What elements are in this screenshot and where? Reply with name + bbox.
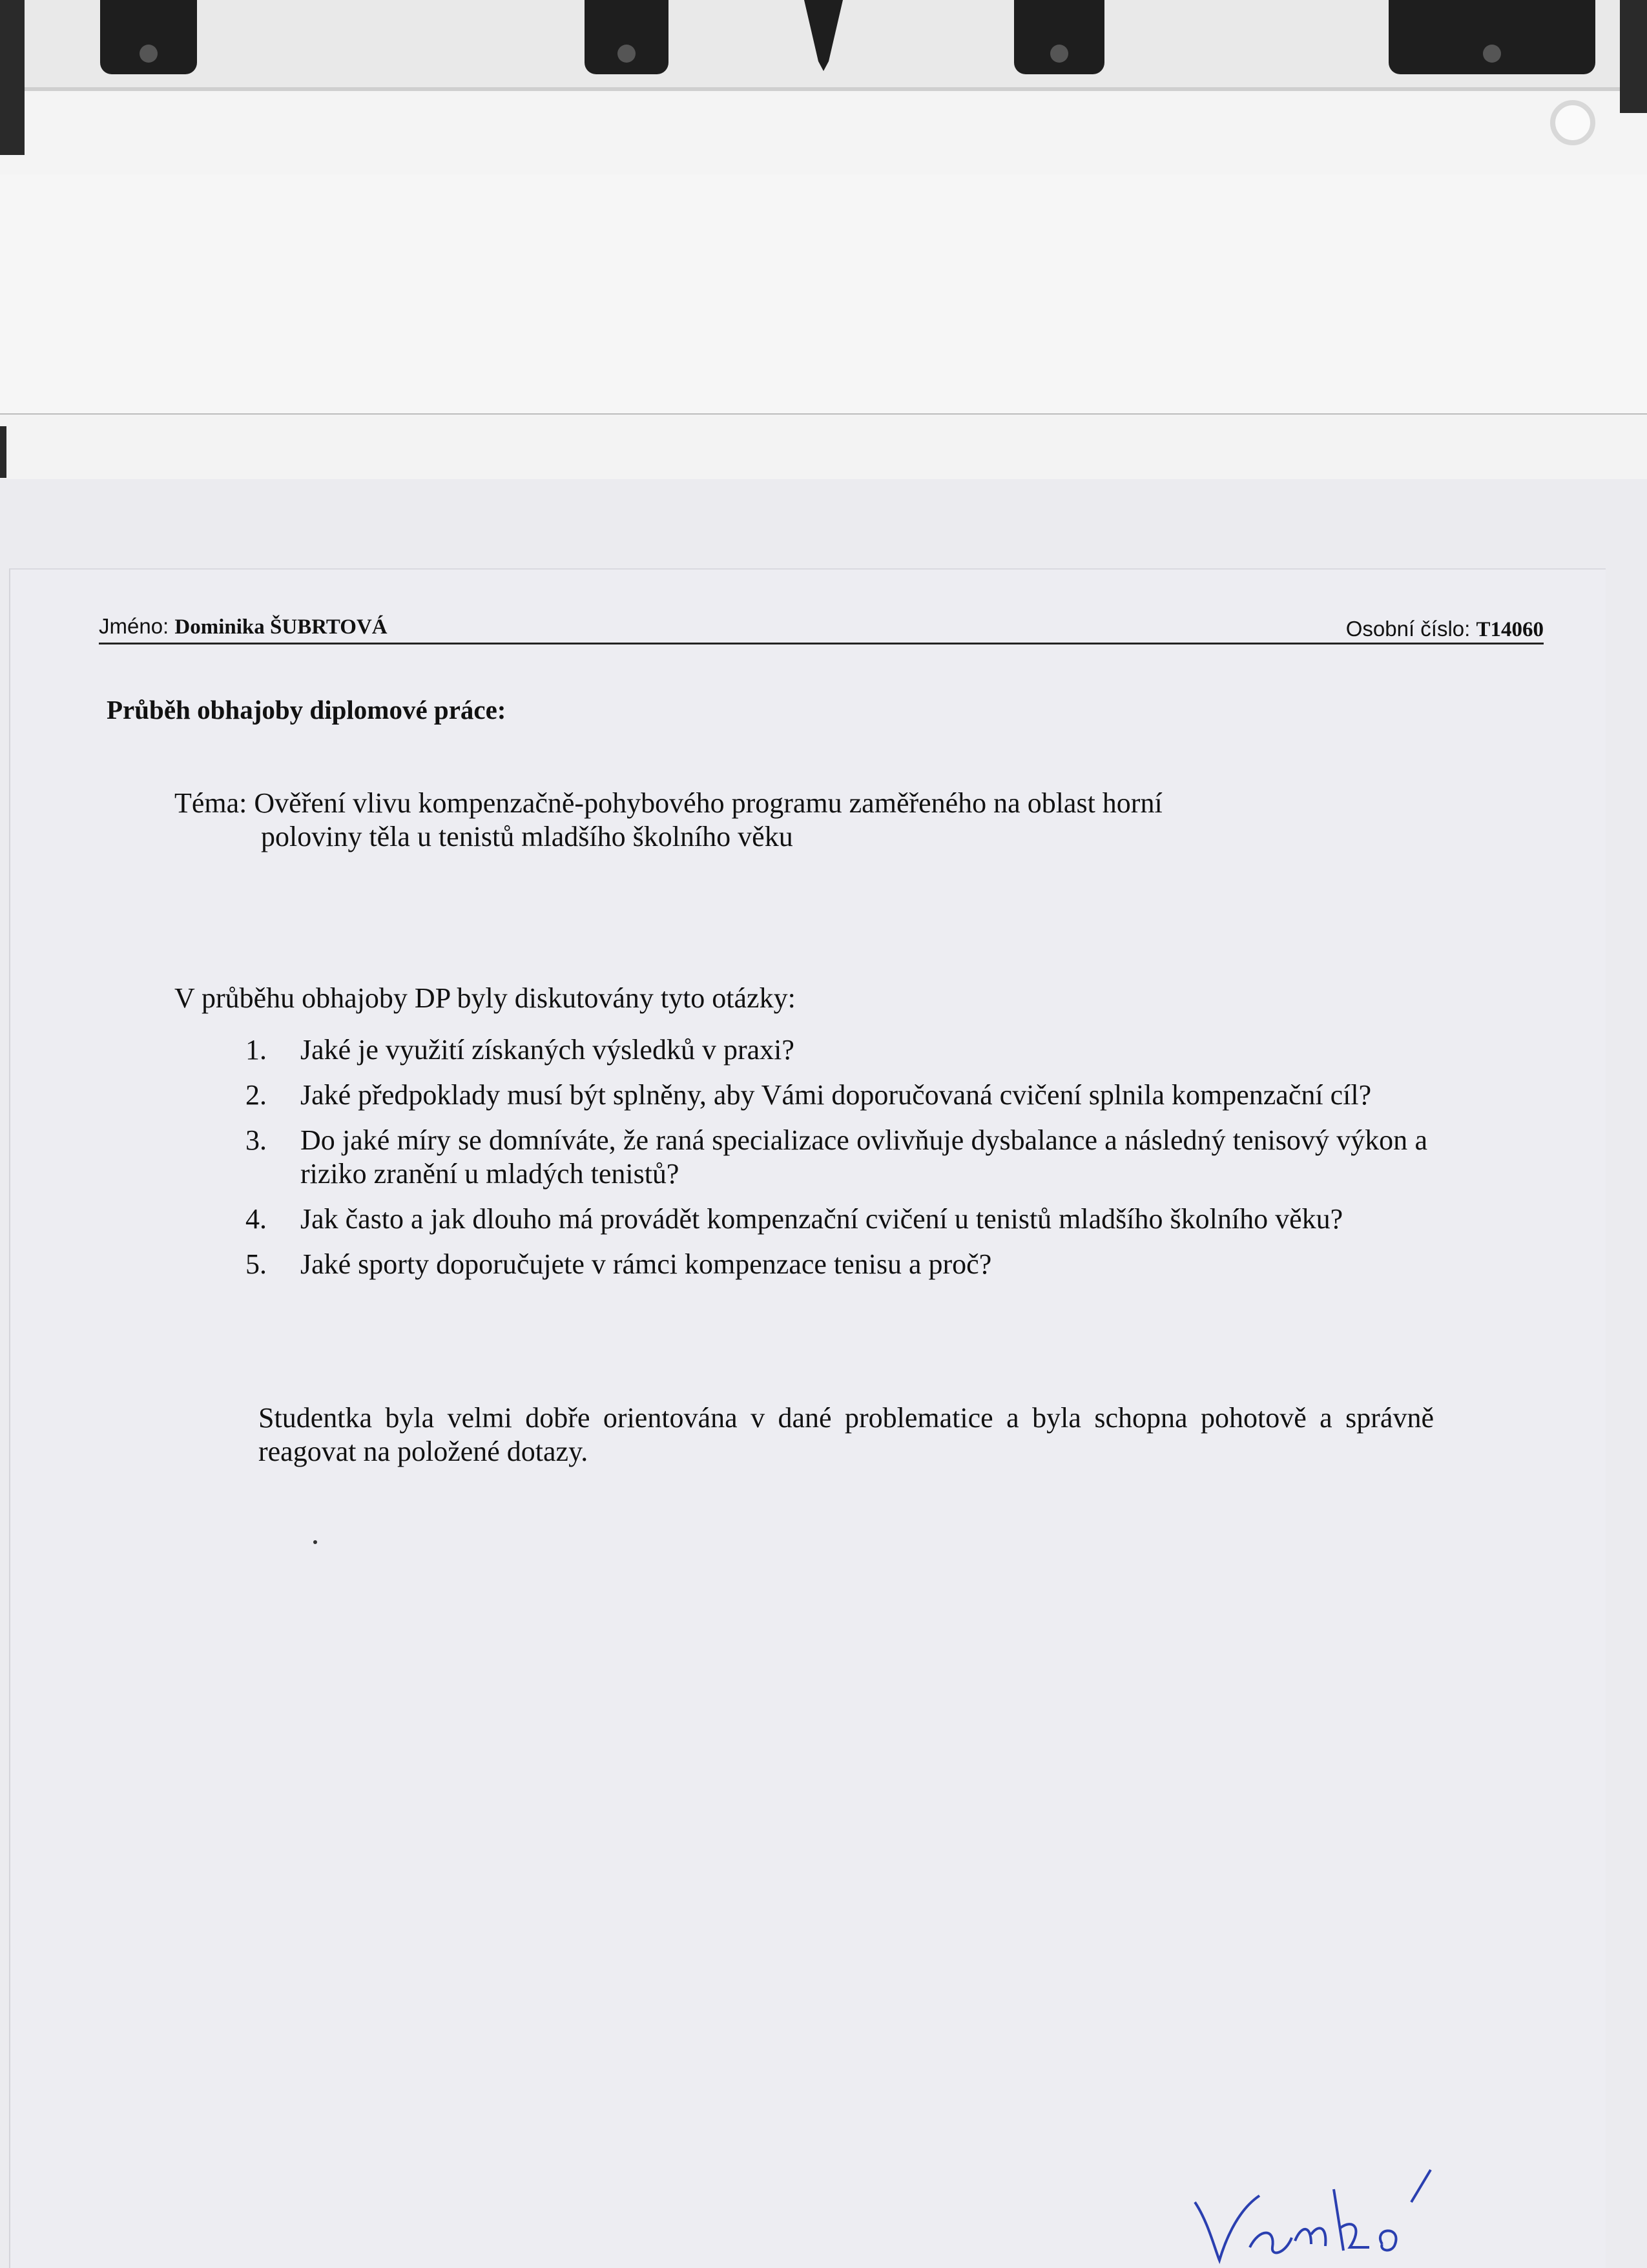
scanner-gap-dark xyxy=(0,426,6,478)
holder-clip xyxy=(100,0,197,74)
question-item: 1. Jaké je využití získaných výsledků v praxi? xyxy=(245,1034,794,1066)
questions-list xyxy=(245,1033,1427,1293)
scanner-gap-edge xyxy=(0,413,1647,479)
question-item: 5. Jaké sporty doporučujete v rámci kompenzace tenisu a proč? xyxy=(245,1248,992,1280)
scanner-gap xyxy=(0,174,1647,434)
student-name-value: Dominika ŠUBRTOVÁ xyxy=(174,615,388,639)
ink-dot xyxy=(313,1540,317,1544)
holder-clip xyxy=(1014,0,1104,74)
holder-edge-left xyxy=(0,0,25,155)
thesis-topic xyxy=(174,787,1311,854)
question-item: 4. Jak často a jak dlouho má provádět kompenzační cvičení u tenistů mladšího školního věku? xyxy=(245,1203,1343,1235)
section-heading: Průběh obhajoby diplomové práce: xyxy=(107,695,506,725)
holder-pointer xyxy=(804,0,843,71)
student-number-value: T14060 xyxy=(1476,618,1544,641)
document-header xyxy=(99,604,1544,644)
question-item: 2. Jaké předpoklady musí být splněny, aby Vámi doporučovaná cvičení splnila kompenzační cíl? xyxy=(245,1079,1372,1111)
scanner-holder xyxy=(0,0,1647,174)
handwritten-signature xyxy=(1188,2163,1460,2267)
student-name: Jméno: Dominika ŠUBRTOVÁ xyxy=(99,614,388,639)
student-number: Osobní číslo: T14060 xyxy=(1345,617,1544,641)
holder-edge-right xyxy=(1620,0,1647,113)
question-item: 3. Do jaké míry se domníváte, že raná specializace ovlivňuje dysbalance a následný tenisový výkon a riziko zranění u mladých tenistů? xyxy=(245,1124,1427,1190)
holder-clip xyxy=(585,0,668,74)
topic-line-1: Téma: Ověření vlivu kompenzačně-pohybového programu zaměřeného na oblast horní xyxy=(174,787,1163,819)
holder-ring xyxy=(1550,100,1595,145)
defense-conclusion: Studentka byla velmi dobře orientována v dané problematice a byla schopna pohotově a správně reagovat na položené dotazy. xyxy=(258,1402,1434,1467)
questions-intro: V průběhu obhajoby DP byly diskutovány tyto otázky: xyxy=(174,982,796,1014)
holder-clip xyxy=(1389,0,1595,74)
topic-line-2: poloviny těla u tenistů mladšího školního věku xyxy=(261,821,793,852)
